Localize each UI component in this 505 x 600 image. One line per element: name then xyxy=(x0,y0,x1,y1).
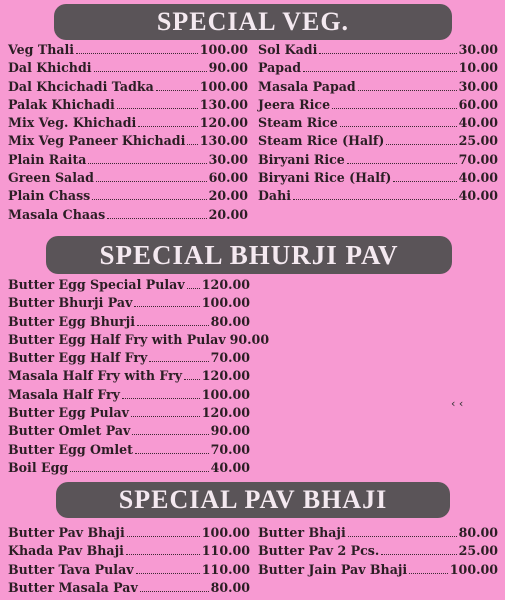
menu-item-price: 40.00 xyxy=(458,170,498,186)
menu-item-name: Dal Khichdi xyxy=(8,60,92,76)
menu-item-price: 90.00 xyxy=(229,331,270,347)
menu-item-price: 100.00 xyxy=(199,42,248,57)
menu-item xyxy=(8,132,248,150)
dot-leader xyxy=(122,388,200,399)
menu-item xyxy=(258,114,498,132)
menu-item-price: 100.00 xyxy=(201,525,250,540)
dot-leader xyxy=(132,424,208,435)
dot-leader xyxy=(358,80,457,91)
menu-item xyxy=(8,96,248,114)
dot-leader xyxy=(386,134,456,145)
dot-leader xyxy=(340,116,457,127)
menu-item xyxy=(258,169,498,187)
menu-item-price: 120.00 xyxy=(199,115,248,131)
dot-leader xyxy=(303,61,456,72)
veg-right-list xyxy=(258,41,498,206)
menu-item-price: 110.00 xyxy=(201,561,250,577)
section-title-special-bhurji-pav: SPECIAL BHURJI PAV xyxy=(46,236,452,274)
dot-leader xyxy=(409,563,448,574)
menu-item xyxy=(8,313,250,331)
menu-item-name: Veg Thali xyxy=(8,42,75,57)
menu-item-name: Butter Bhaji xyxy=(258,525,346,540)
menu-item-name: Dahi xyxy=(258,188,292,204)
menu-item xyxy=(8,561,250,579)
menu-item-name: Plain Chass xyxy=(8,188,91,204)
menu-item-price: 120.00 xyxy=(201,368,250,384)
dot-leader xyxy=(187,278,200,289)
dot-leader xyxy=(140,581,209,592)
dot-leader xyxy=(149,351,208,362)
menu-item xyxy=(258,132,498,150)
dot-leader xyxy=(134,296,199,307)
pav-bhaji-right-list xyxy=(258,524,498,579)
menu-item-name: Masala Papad xyxy=(258,78,356,94)
menu-item xyxy=(258,78,498,96)
menu-item-name: Masala Chaas xyxy=(8,206,106,222)
menu-item-name: Butter Egg Half Fry with Pulav xyxy=(8,331,226,347)
stray-mark: ‹ ‹ xyxy=(451,397,464,410)
menu-item-name: Steam Rice xyxy=(258,115,338,131)
menu-item-name: Butter Bhurji Pav xyxy=(8,295,133,311)
menu-item-name: Butter Egg Special Pulav xyxy=(8,277,185,292)
dot-leader xyxy=(184,369,200,380)
menu-item xyxy=(8,459,250,477)
menu-item-price: 80.00 xyxy=(210,579,250,595)
menu-item xyxy=(258,542,498,560)
menu-item xyxy=(8,276,250,294)
menu-item-price: 70.00 xyxy=(458,151,498,167)
menu-item-price: 20.00 xyxy=(208,188,248,204)
menu-item-name: Masala Half Fry xyxy=(8,386,120,402)
menu-item-price: 40.00 xyxy=(458,188,498,204)
menu-item-name: Butter Jain Pav Bhaji xyxy=(258,561,408,577)
menu-item-price: 80.00 xyxy=(210,313,250,329)
menu-item xyxy=(8,524,250,542)
menu-item xyxy=(258,187,498,205)
menu-item xyxy=(8,187,248,205)
menu-item xyxy=(258,41,498,59)
dot-leader xyxy=(156,80,198,91)
menu-item-name: Palak Khichadi xyxy=(8,96,115,112)
dot-leader xyxy=(94,61,207,72)
menu-item-name: Masala Half Fry with Fry xyxy=(8,368,183,384)
menu-item-name: Butter Pav 2 Pcs. xyxy=(258,543,380,559)
menu-item xyxy=(8,78,248,96)
bhurji-list xyxy=(8,276,270,477)
menu-item-name: Green Salad xyxy=(8,170,94,186)
menu-item xyxy=(258,96,498,114)
dot-leader xyxy=(88,153,206,164)
dot-leader xyxy=(138,116,198,127)
menu-item xyxy=(8,151,248,169)
dot-leader xyxy=(347,153,457,164)
menu-item-name: Butter Egg Pulav xyxy=(8,405,129,421)
dot-leader xyxy=(393,171,456,182)
menu-item-name: Plain Raita xyxy=(8,151,87,167)
pav-bhaji-left-list xyxy=(8,524,250,597)
menu-item-price: 70.00 xyxy=(210,441,250,457)
menu-item xyxy=(258,151,498,169)
dot-leader xyxy=(293,189,457,200)
menu-item-name: Biryani Rice xyxy=(258,151,345,167)
menu-item xyxy=(8,441,250,459)
menu-item-name: Butter Egg Bhurji xyxy=(8,313,135,329)
veg-left-list xyxy=(8,41,248,224)
menu-item-name: Jeera Rice xyxy=(258,96,331,112)
dot-leader xyxy=(319,43,456,54)
menu-item xyxy=(8,114,248,132)
menu-item-name: Boil Egg xyxy=(8,459,69,475)
menu-item-price: 130.00 xyxy=(199,133,248,149)
menu-item-price: 30.00 xyxy=(458,78,498,94)
menu-item xyxy=(8,367,250,385)
menu-item xyxy=(8,542,250,560)
menu-item-price: 40.00 xyxy=(210,459,250,475)
menu-item-price: 10.00 xyxy=(458,60,498,76)
menu-item-name: Steam Rice (Half) xyxy=(258,133,385,149)
dot-leader xyxy=(117,98,198,109)
menu-item xyxy=(8,206,248,224)
menu-item-price: 30.00 xyxy=(208,151,248,167)
menu-item xyxy=(8,579,250,597)
section-title-special-pav-bhaji: SPECIAL PAV BHAJI xyxy=(56,482,450,518)
menu-item-name: Mix Veg. Khichadi xyxy=(8,115,137,131)
menu-item-price: 100.00 xyxy=(201,295,250,311)
dot-leader xyxy=(187,134,197,145)
menu-item-name: Dal Khcichadi Tadka xyxy=(8,78,154,94)
menu-item-name: Butter Masala Pav xyxy=(8,579,138,595)
menu-item-price: 100.00 xyxy=(449,561,498,577)
menu-item-price: 60.00 xyxy=(208,170,248,186)
menu-item-price: 25.00 xyxy=(458,543,498,559)
dot-leader xyxy=(70,461,208,472)
dot-leader xyxy=(381,544,456,555)
menu-item xyxy=(8,404,250,422)
menu-item xyxy=(258,561,498,579)
dot-leader xyxy=(136,563,200,574)
menu-item-name: Sol Kadi xyxy=(258,42,318,57)
dot-leader xyxy=(137,315,209,326)
menu-item-name: Butter Tava Pulav xyxy=(8,561,134,577)
menu-item-name: Butter Omlet Pav xyxy=(8,423,131,439)
menu-item-price: 90.00 xyxy=(210,423,250,439)
dot-leader xyxy=(131,406,200,417)
menu-item-price: 90.00 xyxy=(208,60,248,76)
menu-item-name: Mix Veg Paneer Khichadi xyxy=(8,133,186,149)
menu-item xyxy=(8,349,250,367)
menu-item-price: 120.00 xyxy=(201,277,250,292)
menu-item-name: Butter Egg Half Fry xyxy=(8,350,148,366)
menu-item-price: 40.00 xyxy=(458,115,498,131)
menu-item-price: 60.00 xyxy=(458,96,498,112)
menu-item-price: 80.00 xyxy=(458,525,498,540)
dot-leader xyxy=(96,171,207,182)
menu-item-name: Khada Pav Bhaji xyxy=(8,543,124,559)
dot-leader xyxy=(135,443,209,454)
section-title-special-veg: SPECIAL VEG. xyxy=(54,4,452,40)
dot-leader xyxy=(76,43,198,54)
dot-leader xyxy=(127,526,200,537)
menu-item-price: 130.00 xyxy=(199,96,248,112)
menu-item-price: 100.00 xyxy=(199,78,248,94)
menu-item-price: 100.00 xyxy=(201,386,250,402)
menu-item-price: 120.00 xyxy=(201,405,250,421)
menu-item xyxy=(8,331,270,349)
menu-item-name: Butter Pav Bhaji xyxy=(8,525,125,540)
menu-item xyxy=(8,294,250,312)
menu-item xyxy=(8,59,248,77)
menu-item-name: Butter Egg Omlet xyxy=(8,441,133,457)
menu-item xyxy=(258,59,498,77)
menu-item-name: Papad xyxy=(258,60,302,76)
menu-item xyxy=(8,422,250,440)
menu-item xyxy=(8,386,250,404)
dot-leader xyxy=(107,208,206,219)
dot-leader xyxy=(92,189,206,200)
menu-item xyxy=(258,524,498,542)
menu-item xyxy=(8,41,248,59)
menu-item-price: 25.00 xyxy=(458,133,498,149)
menu-item-price: 70.00 xyxy=(210,350,250,366)
dot-leader xyxy=(348,526,457,537)
dot-leader xyxy=(332,98,456,109)
menu-item-price: 20.00 xyxy=(208,206,248,222)
menu-item-name: Biryani Rice (Half) xyxy=(258,170,392,186)
menu-item-price: 110.00 xyxy=(201,543,250,559)
menu-item xyxy=(8,169,248,187)
dot-leader xyxy=(126,544,200,555)
menu-item-price: 30.00 xyxy=(458,42,498,57)
